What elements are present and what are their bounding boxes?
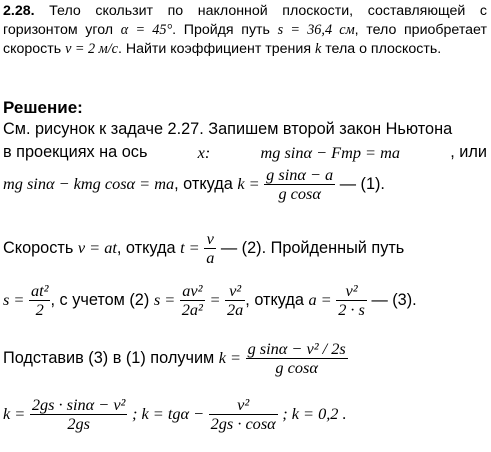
- line6-denominator: g cosα: [275, 358, 318, 377]
- line4-ref: — (2). Пройденный путь: [220, 238, 405, 257]
- solution-line-4: [3, 230, 404, 267]
- line7-denominator-2: 2gs · cosα: [210, 414, 276, 433]
- line5-text1: , с учетом (2): [50, 290, 150, 309]
- friction-symbol: k: [314, 41, 322, 57]
- problem-statement: [3, 2, 487, 59]
- speed-value: v = 2 м/с: [65, 41, 118, 57]
- line7-denominator-1: 2gs: [67, 414, 90, 433]
- line4-fraction: [204, 230, 216, 267]
- line4-text2: , откуда: [116, 238, 176, 257]
- line4-text1: Скорость: [3, 238, 74, 257]
- line5-eq: =: [209, 289, 221, 309]
- line5-denominator-3: 2a: [226, 300, 244, 319]
- problem-text-3: , тело приобретает скорость: [3, 22, 487, 57]
- line7-numerator-1: 2gs · sinα − v²: [31, 395, 126, 414]
- line5-text2: , откуда: [245, 290, 304, 309]
- line3-denominator: g cosα: [278, 184, 321, 203]
- line4-denominator: a: [206, 248, 215, 267]
- solution-line-1: См. рисунок к задаче 2.27. Запишем второй закон Ньютона: [3, 120, 453, 138]
- solution-line-7: [3, 396, 347, 433]
- line2-or: , или: [450, 143, 487, 161]
- distance-value: s = 36,4 см: [277, 22, 355, 38]
- line3-k: k =: [237, 173, 260, 193]
- line7-k1: k =: [3, 403, 26, 423]
- line5-s2: s =: [153, 289, 176, 309]
- solution-line-5: [3, 282, 417, 319]
- line2-formula: mg sinα − Fтр = ma: [260, 143, 401, 162]
- line7-numerator-2: v²: [209, 396, 278, 415]
- line7-fraction-2: [209, 396, 278, 433]
- problem-text-2: . Пройдя путь: [172, 22, 270, 38]
- line3-ref: — (1).: [339, 174, 385, 193]
- line5-numerator-4: v²: [336, 282, 367, 301]
- solution-heading: Решение:: [3, 98, 83, 117]
- line5-fraction-3: [225, 282, 245, 319]
- line5-a: a =: [308, 289, 332, 309]
- problem-text-4: . Найти коэффициент трения: [117, 41, 311, 57]
- line5-ref: — (3).: [371, 290, 417, 309]
- solution-line-3: [3, 166, 385, 203]
- line5-numerator-1: at²: [30, 281, 49, 300]
- line5-fraction-2: [180, 282, 205, 319]
- angle-value: α = 45°: [120, 22, 173, 38]
- line3-fraction: [264, 166, 335, 203]
- line6-k: k =: [218, 347, 242, 367]
- solution-line-6: [3, 340, 348, 377]
- line5-denominator-4: 2 · s: [338, 300, 365, 319]
- problem-number: 2.28.: [3, 3, 35, 19]
- line5-numerator-2: av²: [180, 282, 205, 301]
- line4-formula: v = at: [77, 237, 117, 257]
- line6-fraction: [246, 340, 348, 377]
- line7-sep1: ; k = tgα −: [131, 403, 205, 423]
- line6-numerator: g sinα − v² / 2s: [247, 339, 346, 358]
- line5-s: s =: [3, 289, 25, 309]
- line3-numerator: g sinα − a: [266, 165, 334, 184]
- line2-text: в проекциях на ось: [3, 143, 148, 161]
- line6-text: Подставив (3) в (1) получим: [3, 348, 215, 367]
- line4-numerator: v: [204, 230, 216, 249]
- line4-t: t =: [180, 237, 200, 257]
- problem-text-5: тела о плоскость.: [325, 41, 442, 57]
- line2-axis: x:: [197, 143, 211, 162]
- line3-text: , откуда: [174, 174, 233, 193]
- line5-fraction-1: [29, 282, 51, 319]
- line7-sep2: ; k = 0,2 .: [282, 403, 347, 423]
- problem-text-1: Тело скользит по наклонной плоскости, составляющей с горизонтом угол: [3, 3, 487, 38]
- line5-denominator-2: 2a²: [181, 300, 203, 319]
- line7-fraction-1: [30, 396, 128, 433]
- line5-numerator-3: v²: [225, 282, 245, 301]
- line5-fraction-4: [336, 282, 367, 319]
- line3-formula: mg sinα − kmg cosα = ma: [3, 173, 175, 193]
- solution-line-2: [3, 143, 487, 163]
- line5-denominator-1: 2: [35, 300, 44, 319]
